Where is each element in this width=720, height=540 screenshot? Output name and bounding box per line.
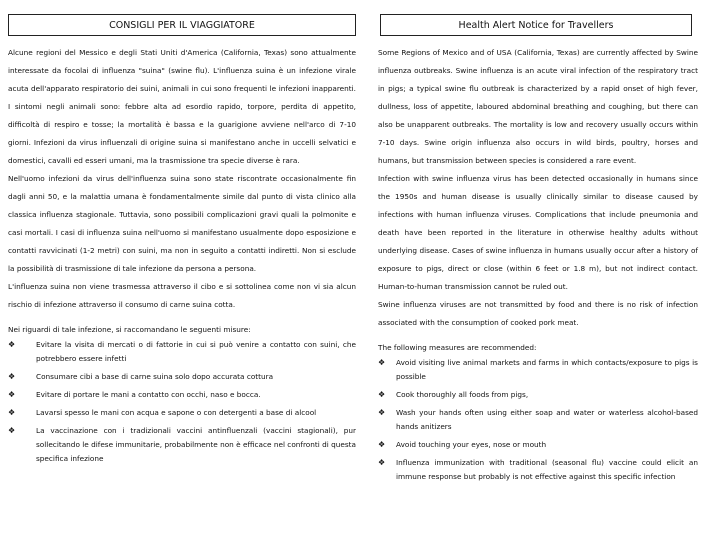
english-measures-list [378, 356, 698, 484]
italian-intro-paragraph: Alcune regioni del Messico e degli Stati Uniti d'America (California, Texas) sono attualmente interessate da focolai di influenza "suina" (swine flu). L'influenza suina è un infezione virale acuta dell'apparato respiratorio dei suini, animali in cui sono frequenti le infezioni inapparenti. I sintomi negli animali sono: febbre alta ad esordio rapido, torpore, perdita di appetito, difficoltà di respiro e tosse; la mortalità è bassa e la guarigione avviene nell'arco di 7-10 giorni. Infezioni da virus influenzali di origine suina si manifestano anche in uccelli selvatici e domestici, cavalli ed esseri umani, ma la trasmissione tra specie diverse è rara. [8, 48, 356, 165]
list-item: ❖ Consumare cibi a base di carne suina solo dopo accurata cottura [8, 370, 356, 384]
italian-measures-lead: Nei riguardi di tale infezione, si raccomandano le seguenti misure: [8, 325, 251, 334]
list-item: ❖ Avoid visiting live animal markets and farms in which contacts/exposure to pigs is possible [378, 356, 698, 384]
italian-column [8, 14, 356, 470]
italian-measures-list [8, 338, 356, 466]
english-measures-lead: The following measures are recommended: [378, 343, 537, 352]
bullet-diamond-icon: ❖ [8, 390, 16, 399]
list-item: ❖ Avoid touching your eyes, nose or mouth [378, 438, 698, 452]
english-human-paragraph: Infection with swine influenza virus has been detected occasionally in humans since the 1950s and human disease is usually clinically similar to disease caused by infections with human influenza viruses. Complications that include pneumonia and death have been reported in the literature in otherwise healthy adults without underlying disease. Cases of swine influenza in humans usually occur after a history of exposure to pigs, direct or close (within 6 feet or 1.8 m), but not indirect contact. Human-to-human transmission cannot be ruled out. [378, 174, 698, 291]
english-transmission-paragraph: Swine influenza viruses are not transmitted by food and there is no risk of infection associated with the consumption of cooked pork meat. [378, 300, 698, 327]
italian-human-paragraph: Nell'uomo infezioni da virus dell'influenza suina sono state riscontrate occasionalmente fin dagli anni 50, e la malattia umana è fondamentalmente simile dal punto di vista clinico alla classica influenza stagionale. Tuttavia, sono possibili complicazioni gravi quali la polmonite e casi mortali. I casi di influenza suina nell'uomo si manifestano usualmente dopo esposizione e contatti ravvicinati (1-2 metri) con suini, ma non in seguito a contatti indiretti. Non si esclude la possibilità di trasmissione di tale infezione da persona a persona. [8, 174, 356, 273]
list-item: ❖ Lavarsi spesso le mani con acqua e sapone o con detergenti a base di alcool [8, 406, 356, 420]
bullet-diamond-icon: ❖ [8, 372, 16, 381]
bullet-diamond-icon: ❖ [378, 390, 386, 399]
bullet-diamond-icon: ❖ [378, 440, 386, 449]
list-item: ❖ Cook thoroughly all foods from pigs, [378, 388, 698, 402]
bullet-diamond-icon: ❖ [378, 358, 386, 367]
list-item: ❖ Influenza immunization with traditional (seasonal flu) vaccine could elicit an immune response but probably is not effective against this specific infection [378, 456, 698, 484]
bullet-diamond-icon: ❖ [8, 426, 16, 435]
bullet-diamond-icon: ❖ [378, 408, 386, 417]
list-item: ❖ La vaccinazione con i tradizionali vaccini antinfluenzali (vaccini stagionali), pur sollecitando le difese immunitarie, probabilmente non è efficace nel confronti di questa specifica infezione [8, 424, 356, 466]
bullet-diamond-icon: ❖ [378, 458, 386, 467]
english-column [378, 14, 698, 488]
list-item: ❖ Evitare di portare le mani a contatto con occhi, naso e bocca. [8, 388, 356, 402]
italian-transmission-paragraph: L'influenza suina non viene trasmessa attraverso il cibo e si sottolinea come non vi sia alcun rischio di infezione attraverso il consumo di carne suina cotta. [8, 282, 356, 309]
bullet-diamond-icon: ❖ [8, 408, 16, 417]
english-intro-paragraph: Some Regions of Mexico and of USA (California, Texas) are currently affected by Swine influenza outbreaks. Swine influenza is an acute viral infection of the respiratory tract in pigs; a typical swine flu outbreak is characterized by a rapid onset of high fever, dullness, loss of appetite, laboured abdominal breathing and coughing, but there can also be unapparent outbreaks. The mortality is low and recovery usually occurs within 7-10 days. Swine origin influenza also occurs in wild birds, poultry, horses and humans, but transmission between species is considered a rare event. [378, 48, 698, 165]
list-item: ❖ Wash your hands often using either soap and water or waterless alcohol-based hands anitizers [378, 406, 698, 434]
italian-title: CONSIGLI PER IL VIAGGIATORE [8, 14, 356, 36]
english-title: Health Alert Notice for Travellers [380, 14, 692, 36]
bullet-diamond-icon: ❖ [8, 340, 16, 349]
list-item: ❖ Evitare la visita di mercati o di fattorie in cui si può venire a contatto con suini, che potrebbero essere infetti [8, 338, 356, 366]
